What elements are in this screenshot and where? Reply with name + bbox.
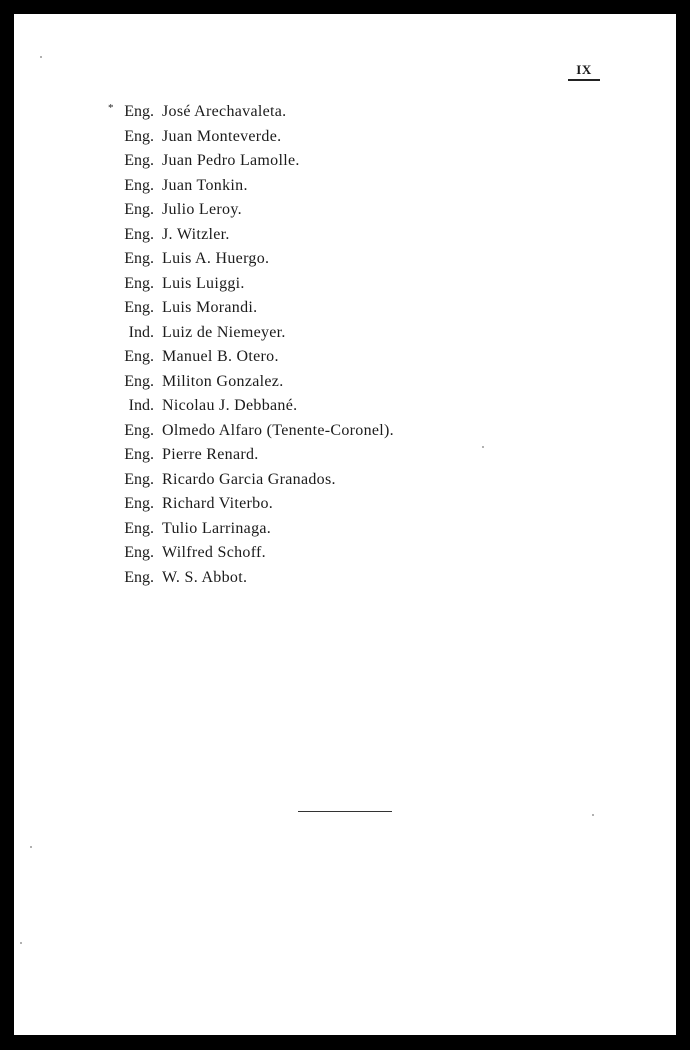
entry-name: Luiz de Niemeyer. xyxy=(162,323,286,341)
entry-name: Juan Monteverde. xyxy=(162,127,282,145)
entry-title: Eng. xyxy=(124,519,154,537)
closing-rule xyxy=(298,811,392,812)
list-item xyxy=(112,492,394,517)
list-item xyxy=(112,321,394,346)
print-speck xyxy=(20,942,22,944)
entry-name: Juan Tonkin. xyxy=(162,176,248,194)
list-item xyxy=(112,223,394,248)
list-item xyxy=(112,345,394,370)
list-item xyxy=(112,517,394,542)
list-item xyxy=(112,468,394,493)
entry-title: Eng. xyxy=(124,446,154,463)
document-page xyxy=(14,14,676,1035)
entry-name: Nicolau J. Debbané. xyxy=(162,397,298,414)
entry-title: Eng. xyxy=(124,103,154,120)
entry-name: Julio Leroy. xyxy=(162,201,242,218)
entry-title: Eng. xyxy=(124,568,154,586)
list-item xyxy=(112,174,394,199)
entry-title: Eng. xyxy=(124,225,154,243)
print-speck xyxy=(40,56,42,58)
entry-name: José Arechavaleta. xyxy=(162,103,287,120)
entry-title: Eng. xyxy=(124,421,154,439)
list-item xyxy=(112,394,394,419)
list-item xyxy=(112,198,394,223)
entry-title: Eng. xyxy=(124,250,154,267)
entry-name: Ricardo Garcia Granados. xyxy=(162,470,336,488)
entry-name: Wilfred Schoff. xyxy=(162,544,266,561)
entry-name: Militon Gonzalez. xyxy=(162,372,284,390)
print-speck xyxy=(30,846,32,848)
entry-name: Juan Pedro Lamolle. xyxy=(162,152,300,169)
entry-title: Eng. xyxy=(124,152,154,169)
entry-name: Pierre Renard. xyxy=(162,446,259,463)
entry-name: Manuel B. Otero. xyxy=(162,348,279,365)
list-item xyxy=(112,149,394,174)
entry-name: Luis Morandi. xyxy=(162,299,258,316)
asterisk-marker: * xyxy=(108,102,114,114)
entry-title: Eng. xyxy=(124,201,154,218)
print-speck xyxy=(482,446,484,448)
entry-title: Eng. xyxy=(124,372,154,390)
list-item xyxy=(112,296,394,321)
entry-title: Eng. xyxy=(124,544,154,561)
entry-title: Eng. xyxy=(124,348,154,365)
entry-title: Ind. xyxy=(128,323,154,341)
entry-title: Eng. xyxy=(124,299,154,316)
entry-title: Eng. xyxy=(124,274,154,292)
entry-name: Luis A. Huergo. xyxy=(162,250,270,267)
list-item xyxy=(112,541,394,566)
list-item xyxy=(108,100,394,125)
print-speck xyxy=(592,814,594,816)
list-item xyxy=(112,247,394,272)
entry-title: Eng. xyxy=(124,176,154,194)
entry-name: Richard Viterbo. xyxy=(162,495,274,512)
entry-name: Tulio Larrinaga. xyxy=(162,519,272,537)
entry-title: Eng. xyxy=(124,470,154,488)
entry-title: Eng. xyxy=(124,495,154,512)
page-number: IX xyxy=(576,62,592,77)
list-item xyxy=(112,272,394,297)
name-list xyxy=(108,100,394,590)
entry-name: J. Witzler. xyxy=(162,225,230,243)
entry-name: W. S. Abbot. xyxy=(162,568,248,586)
entry-name: Luis Luiggi. xyxy=(162,274,245,292)
entry-name: Olmedo Alfaro (Tenente-Coronel). xyxy=(162,421,394,439)
list-item xyxy=(112,370,394,395)
page-number-underline xyxy=(568,79,600,81)
list-item xyxy=(112,125,394,150)
list-item xyxy=(112,443,394,468)
entry-title: Ind. xyxy=(128,397,154,414)
list-item xyxy=(112,419,394,444)
entry-title: Eng. xyxy=(124,127,154,145)
list-item xyxy=(112,566,394,591)
